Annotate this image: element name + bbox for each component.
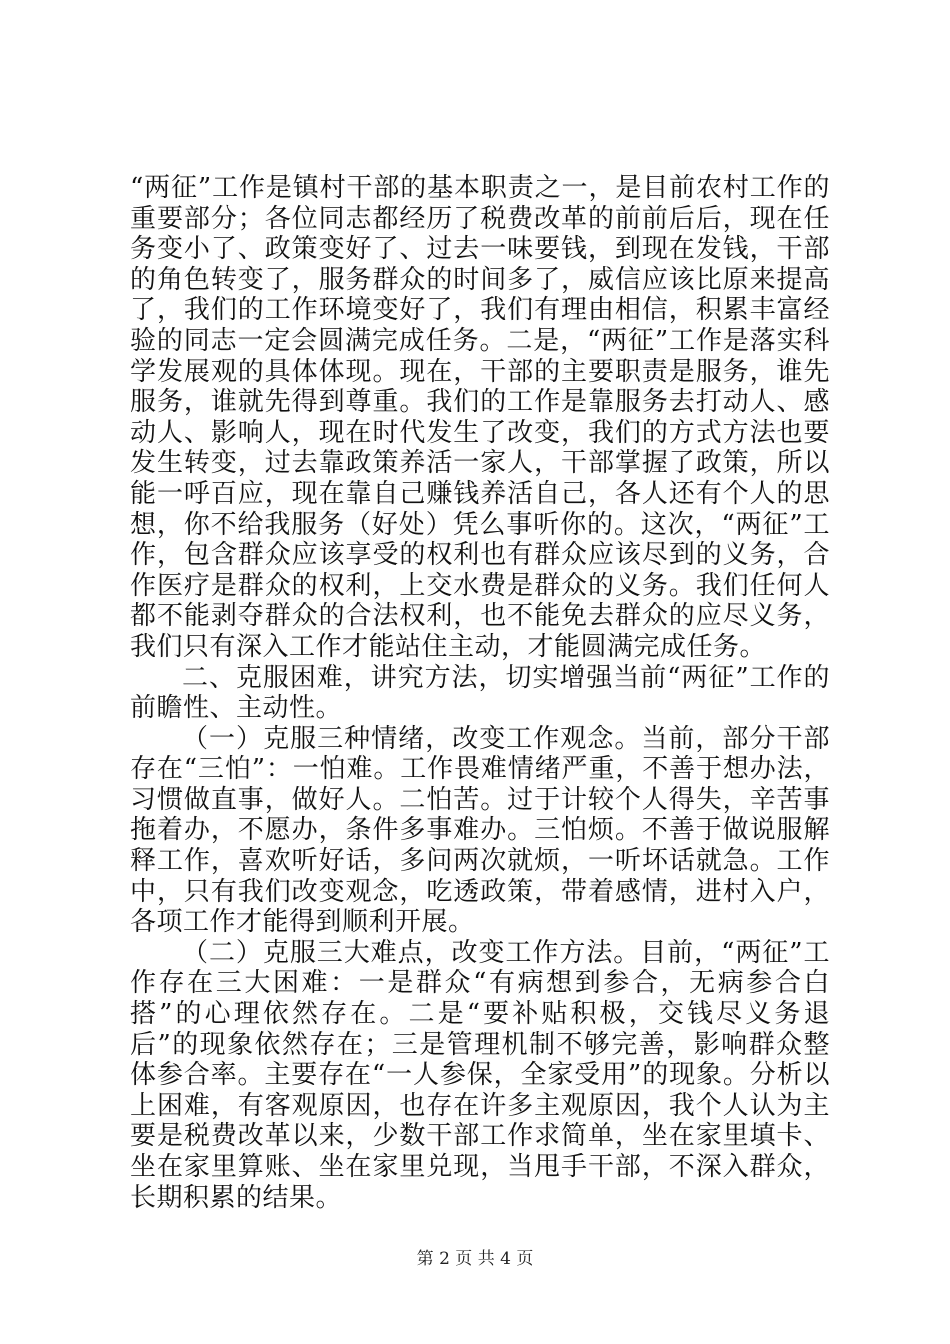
section-heading-two: 二、克服困难，讲究方法，切实增强当前“两征”工作的前瞻性、主动性。 bbox=[130, 662, 830, 724]
subsection-two: （二）克服三大难点，改变工作方法。目前，“两征”工作存在三大困难：一是群众“有病想到参合，无病参合白搭”的心理依然存在。二是“要补贴积极，交钱尽义务退后”的现象依然存在；三是管理机制不够完善，影响群众整体参合率。主要存在“一人参保，全家受用”的现象。分析以上困难，有客观原因，也存在许多主观原因，我个人认为主要是税费改革以来，少数干部工作求简单，坐在家里填卡、坐在家里算账、坐在家里兑现，当甩手干部，不深入群众，长期积累的结果。 bbox=[130, 937, 830, 1213]
page-footer: 第 2 页 共 4 页 bbox=[416, 1249, 534, 1269]
subsection-one: （一）克服三种情绪，改变工作观念。当前，部分干部存在“三怕”：一怕难。工作畏难情绪严重，不善于想办法，习惯做直事，做好人。二怕苦。过于计较个人得失，辛苦事拖着办，不愿办，条件多事难办。三怕烦。不善于做说服解释工作，喜欢听好话，多问两次就烦，一听坏话就急。工作中，只有我们改变观念，吃透政策，带着感情，进村入户，各项工作才能得到顺利开展。 bbox=[130, 723, 830, 938]
document-body bbox=[130, 173, 830, 1213]
paragraph-continuation: “两征”工作是镇村干部的基本职责之一，是目前农村工作的重要部分；各位同志都经历了税费改革的前前后后，现在任务变小了、政策变好了、过去一味要钱，到现在发钱，干部的角色转变了，服务群众的时间多了，威信应该比原来提高了，我们的工作环境变好了，我们有理由相信，积累丰富经验的同志一定会圆满完成任务。二是，“两征”工作是落实科学发展观的具体体现。现在，干部的主要职责是服务，谁先服务，谁就先得到尊重。我们的工作是靠服务去打动人、感动人、影响人，现在时代发生了改变，我们的方式方法也要发生转变，过去靠政策养活一家人，干部掌握了政策，所以能一呼百应，现在靠自己赚钱养活自己，各人还有个人的思想，你不给我服务（好处）凭么事听你的。这次，“两征”工作，包含群众应该享受的权利也有群众应该尽到的义务，合作医疗是群众的权利，上交水费是群众的义务。我们任何人都不能剥夺群众的合法权利，也不能免去群众的应尽义务，我们只有深入工作才能站住主动，才能圆满完成任务。 bbox=[130, 173, 830, 662]
